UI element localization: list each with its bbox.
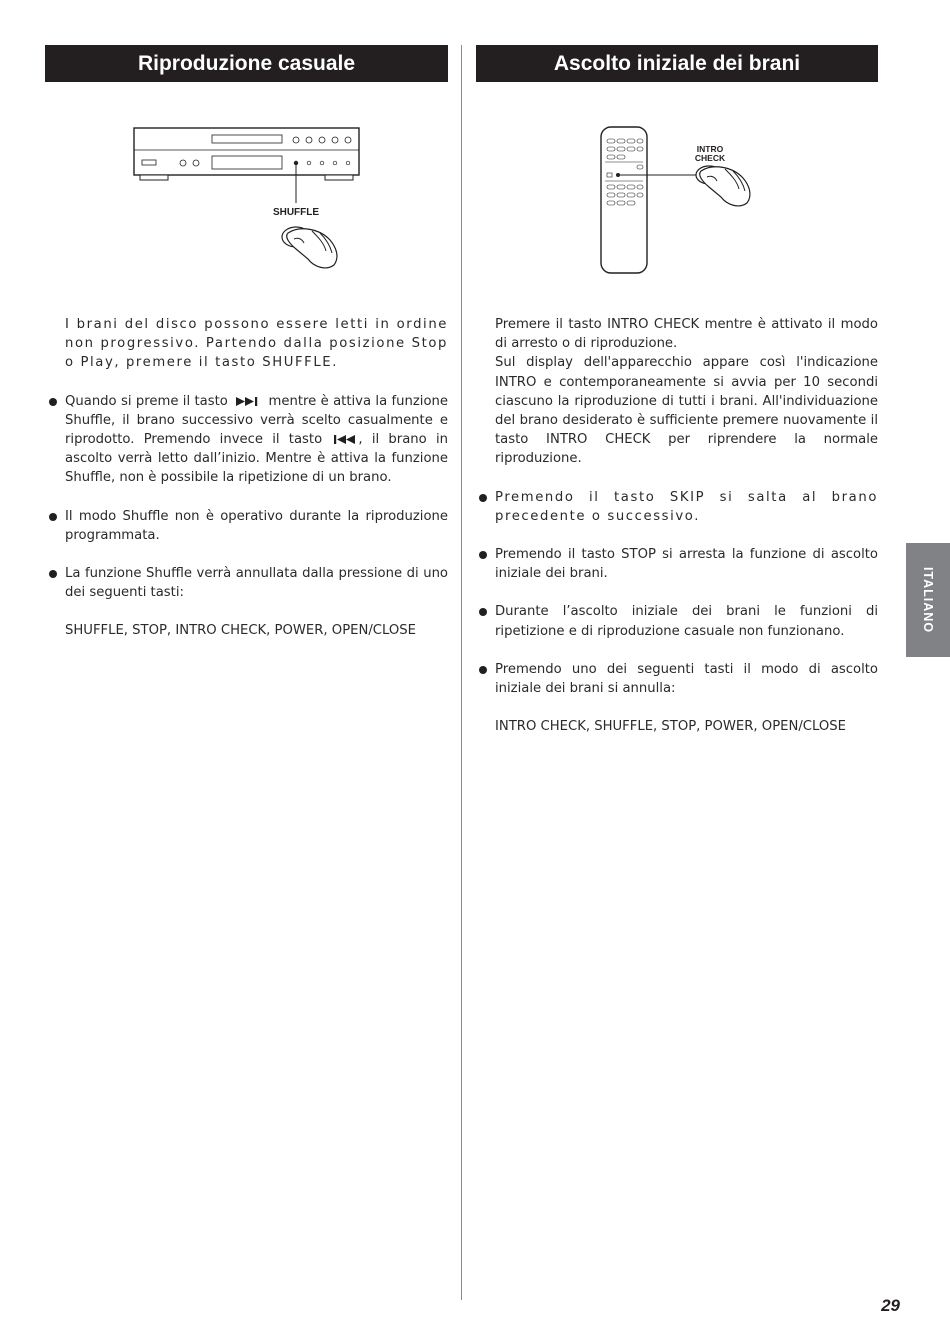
section-title-intro-check: Ascolto iniziale dei brani [476, 45, 878, 82]
list-item: Quando si preme il tasto mentre è attiva la funzione Shuffle, il brano successivo verrà scelto casualmente e riprodotto. Premendo invece il tasto , il brano in ascolto verrà letto dall’inizio. Mentre è attiva la funzione Shuffle, non è possibile la ripetizione di un brano. [65, 392, 448, 488]
shuffle-intro: I brani del disco possono essere letti in ordine non progressivo. Partendo dalla posizione Stop o Play, premere il tasto SHUFFLE. [65, 317, 448, 371]
list-item: Premendo uno dei seguenti tasti il modo di ascolto iniziale dei brani si annulla: [495, 660, 878, 698]
intro-check-intro-1: Premere il tasto INTRO CHECK mentre è attivato il modo di arresto o di riproduzione. [495, 317, 878, 352]
bullet-icon [479, 608, 487, 616]
column-divider [461, 45, 462, 1300]
list-item: La funzione Shuffle verrà annullata dalla pressione di uno dei seguenti tasti: [65, 564, 448, 602]
list-item: Durante l’ascolto iniziale dei brani le funzioni di ripetizione e di riproduzione casuale non funzionano. [495, 602, 878, 640]
language-tab: ITALIANO [906, 543, 950, 657]
intro-label-line1: INTRO [696, 144, 724, 154]
bullet-icon [49, 513, 57, 521]
skip-back-icon [334, 435, 358, 444]
intro-check-intro-2: Sul display dell'apparecchio appare così l'indicazione INTRO e contemporaneamente si avvia per 10 secondi ciascuno la riproduzione di tutti i brani. All'individuazione del brano desiderato è sufficiente premere nuovamente il tasto INTRO CHECK per riprendere la normale riproduzione. [495, 355, 878, 467]
shuffle-text-column [65, 315, 448, 641]
cd-player-illustration [130, 125, 370, 275]
page-number: 29 [881, 1296, 900, 1315]
skip-forward-icon [236, 397, 260, 406]
bullet-icon [479, 494, 487, 502]
bullet-icon [49, 398, 57, 406]
remote-control-illustration [595, 125, 765, 277]
shuffle-label: SHUFFLE [272, 207, 320, 218]
list-item: Il modo Shuffle non è operativo durante la riproduzione programmata. [65, 507, 448, 545]
bullet-icon [479, 551, 487, 559]
bullet-icon [479, 666, 487, 674]
intro-label-line2: CHECK [694, 153, 726, 163]
bullet-icon [49, 570, 57, 578]
list-item: Premendo il tasto STOP si arresta la funzione di ascolto iniziale dei brani. [495, 545, 878, 583]
list-item: Premendo il tasto SKIP si salta al brano precedente o successivo. [495, 488, 878, 526]
intro-check-cancel-keys: INTRO CHECK, SHUFFLE, STOP, POWER, OPEN/CLOSE [495, 719, 846, 735]
section-title-shuffle: Riproduzione casuale [45, 45, 448, 82]
intro-check-text-column [495, 315, 878, 736]
shuffle-cancel-keys: SHUFFLE, STOP, INTRO CHECK, POWER, OPEN/CLOSE [65, 623, 416, 639]
